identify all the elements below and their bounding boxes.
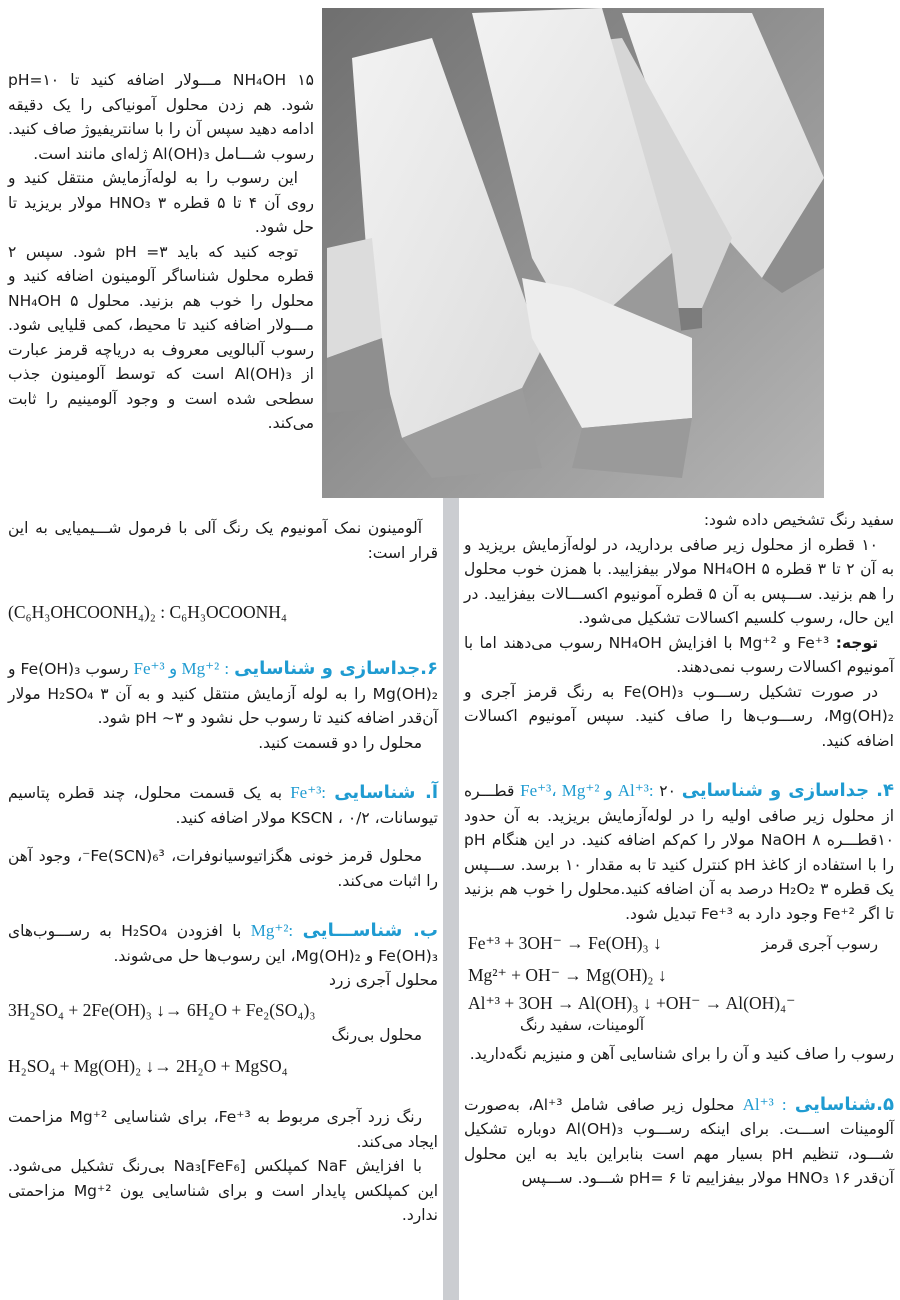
- section-6-body-2: محلول را دو قسمت کنید.: [258, 733, 422, 752]
- section-5-body: محلول زیر صافی شامل Al⁺³، به‌صورت آلومینات اســـت. برای اینکه رســـوب Al(OH)₃ دوباره تشکیل شـــود، تنظیم pH بسیار مهم است بنابراین باید به این محلول آن‌قدر HNO₃ ۱۶ مولار بیفزاییم تا pH= ۶ شـــود. ســـپس: [464, 1095, 895, 1187]
- section-5: [464, 1093, 894, 1191]
- paragraph-intro: سفید رنگ تشخیص داده شود:: [703, 511, 894, 529]
- aluminon-formula: (C₆H₃OHCOONH₄)₂ : C₆H₃OCOONH₄: [8, 602, 287, 622]
- equation-row-fe: [464, 930, 894, 956]
- equation-mg-sulfate: H₂SO₄ + Mg(OH)₂ ↓→ 2H₂O + MgSO₄: [8, 1056, 288, 1076]
- section-a-body: به یک قسمت محلول، چند قطره پتاسیم تیوسانات، KSCN ، ۰/۲ مولار اضافه کنید.: [8, 784, 438, 827]
- left-column-top: [8, 68, 314, 436]
- section-b-heading: ب. شناســـایی: [302, 920, 438, 941]
- equation-mg-hydroxide: Mg²⁺ + OH⁻ → Mg(OH)₂ ↓: [468, 965, 667, 985]
- section-4-body: ۲۰ قطـــره از محلول زیر صافی اولیه را در لوله‌آزمایش بریزید. به آن حدود ۱۰قطـــره NaOH ۸ مولار را کم‌کم اضافه کنید. در این هنگام pH را با استفاده از کاغذ pH کنترل کنید تا به مقدار ۱۰ برسد. ســـپس یک قطره H₂O₂ ۳ درصد به آن اضافه کنید.محلول را خوب هم بزنید تا اگر Fe⁺² وجود دارد به Fe⁺³ تبدیل شود.: [464, 782, 895, 923]
- equation-fe-sulfate: 3H₂SO₄ + 2Fe(OH)₃ ↓→ 6H₂O + Fe₂(SO₄)₃: [8, 999, 316, 1020]
- section-5-ion: Al⁺³: [742, 1094, 774, 1114]
- section-b-body: با افزودن H₂SO₄ به رســـوب‌های Fe(OH)₃ و Mg(OH)₂، این رسوب‌ها حل می‌شوند.: [8, 922, 438, 965]
- equation-al-label: آلومینات، سفید رنگ: [519, 1016, 644, 1034]
- section-6-ions: Fe⁺³ و Mg⁺²: [133, 659, 220, 678]
- paragraph-naf-complex: با افزایش NaF کمپلکس Na₃[FeF₆] بی‌رنگ تشکیل می‌شود. این کمپلکس پایدار است و برای شناسایی یون Mg⁺² مزاحمتی ندارد.: [8, 1157, 438, 1224]
- section-a-heading: آ. شناسایی: [334, 782, 438, 803]
- left-column: [8, 516, 438, 1228]
- section-4-ions: Fe⁺³، Mg⁺² و Al⁺³:: [520, 781, 654, 800]
- paragraph-nh4oh-centrifuge: NH₄OH ۱۵ مـــولار اضافه کنید تا pH=۱۰ شود. هم زدن محلول آمونیاکی را یک دقیقه ادامه دهید سپس آن را با سانتریفیوژ صاف کنید. رسوب شـــامل Al(OH)₃ ژله‌ای مانند است.: [8, 71, 314, 163]
- paragraph-filter-precipitates: در صورت تشکیل رســـوب Fe(OH)₃ به رنگ قرمز آجری و Mg(OH)₂، رســـوب‌ها را صاف کنید. سپس آمونیوم اکسالات اضافه کنید.: [464, 682, 894, 750]
- note-text: Fe⁺³ و Mg⁺² با افزایش NH₄OH رسوب می‌دهند اما با آمونیوم اکسالات رسوب نمی‌دهند.: [464, 633, 894, 676]
- section-4: [464, 779, 894, 926]
- paragraph-fe-interference: رنگ زرد آجری مربوط به Fe⁺³، برای شناسایی Mg⁺² مزاحمت ایجاد می‌کند.: [8, 1108, 438, 1151]
- section-b: [8, 919, 438, 968]
- paragraph-aluminon-intro: آلومینون نمک آمونیوم یک رنگ آلی با فرمول شـــیمیایی به این قرار است:: [8, 519, 438, 562]
- section-5-heading: ۵.شناسایی: [794, 1093, 894, 1115]
- equation-fe-label: رسوب آجری قرمز: [761, 935, 878, 953]
- section-b-label-1: محلول آجری زرد: [328, 971, 438, 989]
- note-label: توجه:: [835, 633, 879, 652]
- equation-fe-hydroxide: Fe⁺³ + 3OH⁻ → Fe(OH)₃ ↓: [468, 933, 662, 953]
- chemistry-photo: [322, 8, 824, 498]
- section-6-heading: ۶.جداسازی و شناسایی: [234, 658, 439, 679]
- right-column: [464, 508, 894, 1191]
- section-b-ion: Mg⁺²:: [250, 921, 294, 940]
- photo-illustration: [322, 8, 824, 498]
- note-paragraph: [464, 631, 894, 680]
- paragraph-calcium-oxalate: ۱۰ قطره از محلول زیر صافی بردارید، در لوله‌آزمایش بریزید و به آن ۲ تا ۳ قطره NH₄OH ۵ مولار بیفزایید. با همزن خوب محلول را هم بزنید. ســـپس به آن ۵ قطره آمونیوم اکســـالات بیفزایید. در این حال، رسوب کلسیم اکسالات تشکیل می‌شود.: [464, 535, 895, 627]
- section-5-colon: :: [781, 1094, 787, 1114]
- paragraph-keep-precipitate: رسوب را صاف کنید و آن را برای شناسایی آهن و منیزیم نگه‌دارید.: [469, 1045, 894, 1063]
- section-4-heading: ۴. جداسازی و شناسایی: [681, 780, 894, 801]
- section-a: [8, 781, 438, 830]
- paragraph-dissolve-hno3: این رسوب را به لوله‌آزمایش منتقل کنید و روی آن ۴ تا ۵ قطره HNO₃ ۳ مولار بریزید تا حل شود.: [8, 169, 314, 236]
- section-6-body: رسوب Fe(OH)₃ و Mg(OH)₂ را به لوله آزمایش منتقل کنید و به آن H₂SO₄ ۳ مولار آن‌قدر اضافه کنید تا رسوب حل نشود و pH ~۳ شود.: [8, 660, 439, 727]
- section-a-body-2: محلول قرمز خونی هگزاتیوسیانوفرات، Fe(SCN)₆³⁻، وجود آهن را اثبات می‌کند.: [8, 847, 438, 890]
- section-6-colon: :: [224, 659, 230, 678]
- column-divider: [443, 498, 459, 1300]
- equation-al-hydroxide: Al⁺³ + 3OH → Al(OH)₃ ↓ +OH⁻ → Al(OH)₄⁻: [468, 993, 796, 1013]
- section-a-ion: Fe⁺³:: [290, 783, 327, 802]
- section-b-label-2: محلول بی‌رنگ: [331, 1025, 422, 1044]
- paragraph-aluminon-test: توجه کنید که باید pH =۳ شود. سپس ۲ قطره محلول شناساگر آلومینون اضافه کنید و محلول را خوب هم بزنید. محلول NH₄OH ۵ مـــولار اضافه کنید تا محیط، کمی قلیایی شود. رسوب آلبالویی معروف به دریاچه قرمز عبارت از Al(OH)₃ است که توسط آلومینون جذب سطحی شده است و وجود آلومینیم را ثابت می‌کند.: [8, 242, 314, 432]
- section-6: [8, 657, 438, 731]
